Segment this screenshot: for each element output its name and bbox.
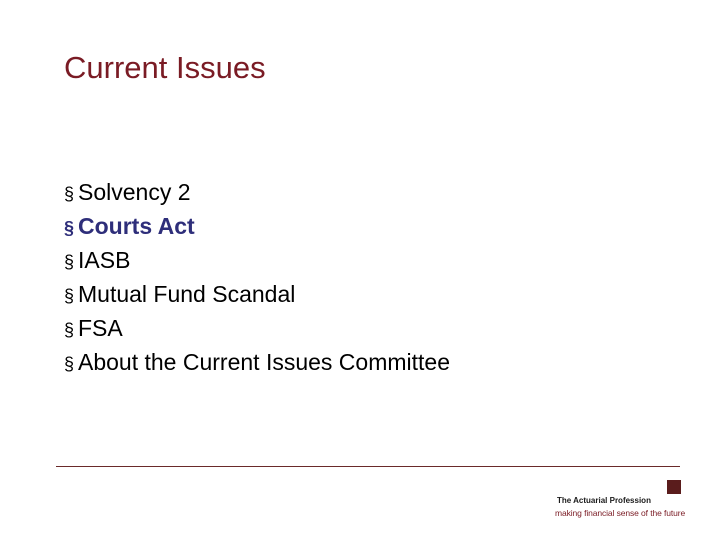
bullet-item-committee[interactable] xyxy=(64,345,450,379)
bullet-label: Mutual Fund Scandal xyxy=(78,281,296,307)
logo-square-icon xyxy=(667,480,681,494)
bullet-label: FSA xyxy=(78,315,123,341)
bullet-icon: § xyxy=(64,184,75,204)
bullet-icon: § xyxy=(64,218,75,238)
bullet-label: About the Current Issues Committee xyxy=(78,349,450,375)
bullet-list xyxy=(64,175,450,379)
bullet-icon: § xyxy=(64,320,75,340)
bullet-label: Courts Act xyxy=(78,213,195,239)
bullet-item-solvency[interactable] xyxy=(64,175,450,209)
bullet-label: Solvency 2 xyxy=(78,179,191,205)
bullet-icon: § xyxy=(64,354,75,374)
footer-divider xyxy=(56,466,680,467)
bullet-icon: § xyxy=(64,286,75,306)
bullet-label: IASB xyxy=(78,247,131,273)
bullet-item-iasb[interactable] xyxy=(64,243,450,277)
bullet-icon: § xyxy=(64,252,75,272)
bullet-item-courts-act[interactable] xyxy=(64,209,450,243)
bullet-item-fsa[interactable] xyxy=(64,311,450,345)
slide-title: Current Issues xyxy=(64,50,266,85)
bullet-item-mutual-fund-scandal[interactable] xyxy=(64,277,450,311)
logo-name: The Actuarial Profession xyxy=(557,496,651,505)
logo-tagline: making financial sense of the future xyxy=(555,508,686,518)
